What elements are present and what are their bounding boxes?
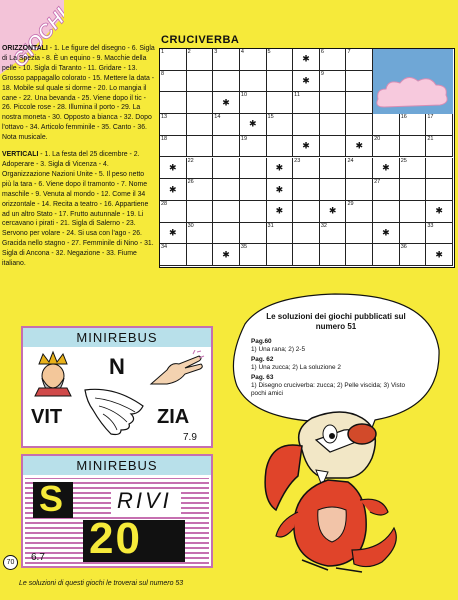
crossword-cell[interactable] — [400, 179, 427, 201]
crossword-cell[interactable] — [346, 179, 373, 201]
star-icon: ✱ — [328, 205, 337, 216]
star-icon: ✱ — [435, 249, 443, 260]
sky-illustration — [372, 49, 453, 115]
star-icon: ✱ — [169, 184, 177, 195]
solution-page: Pag.60 — [251, 338, 272, 345]
crossword-cell[interactable] — [400, 223, 427, 245]
crossword-cell[interactable] — [160, 114, 187, 136]
solution-answer: 1) Una rana; 2) 2-5 — [251, 346, 305, 353]
star-icon: ✱ — [302, 140, 310, 151]
cell-number: 30 — [187, 222, 194, 229]
cell-number: 10 — [240, 92, 248, 99]
rebus-letter-n: N — [109, 354, 125, 379]
king-icon — [31, 350, 75, 398]
cell-number: 27 — [374, 179, 381, 186]
cell-number: 16 — [400, 114, 407, 121]
crossword-cell[interactable] — [160, 201, 187, 223]
minirebus-2-title: MINIREBUS — [23, 456, 211, 475]
crossword-cell-star[interactable] — [293, 49, 320, 71]
crossword-cell[interactable] — [187, 114, 214, 136]
crossword-cell[interactable] — [426, 158, 453, 180]
solution-page: Pag. 62 — [251, 356, 274, 363]
crossword-cell-star[interactable] — [240, 114, 267, 136]
crossword-cell[interactable] — [426, 223, 453, 245]
cell-number: 22 — [187, 157, 194, 164]
cell-number: 15 — [267, 114, 274, 121]
crossword-cell-star[interactable] — [267, 201, 294, 223]
crossword-cell[interactable] — [346, 92, 373, 114]
crossword-cell[interactable] — [426, 136, 453, 158]
crossword-cell[interactable] — [320, 92, 347, 114]
crossword-clues — [2, 44, 155, 276]
rebus-big-number: 20 — [89, 514, 142, 563]
cell-number: 25 — [400, 157, 407, 164]
crossword-cell[interactable] — [293, 201, 320, 223]
rebus-1-code: 7.9 — [183, 432, 197, 443]
section-label: GIOCHI — [8, 4, 64, 72]
crossword-cell[interactable] — [373, 244, 400, 266]
crossword-cell[interactable] — [213, 49, 240, 71]
cell-number: 8 — [161, 70, 165, 77]
crossword-cell[interactable] — [293, 92, 320, 114]
crossword-cell[interactable] — [240, 92, 267, 114]
crossword-cell[interactable] — [267, 136, 294, 158]
crossword-cell[interactable] — [160, 71, 187, 93]
crossword-cell-star[interactable] — [346, 136, 373, 158]
crossword-cell[interactable] — [320, 179, 347, 201]
crossword-cell[interactable] — [240, 244, 267, 266]
crossword-cell[interactable] — [346, 201, 373, 223]
crossword-cell[interactable] — [400, 201, 427, 223]
minirebus-1-title: MINIREBUS — [23, 328, 211, 347]
across-heading: ORIZZONTALI — [2, 45, 48, 52]
crossword-cell[interactable] — [213, 114, 240, 136]
star-icon: ✱ — [222, 97, 230, 108]
crossword-cell-star[interactable] — [426, 244, 453, 266]
crossword-cell[interactable] — [187, 136, 214, 158]
crossword-cell[interactable] — [187, 49, 214, 71]
crossword-cell-star[interactable] — [373, 223, 400, 245]
crossword-cell-star[interactable] — [160, 158, 187, 180]
crossword-cell[interactable] — [320, 136, 347, 158]
crossword-cell[interactable] — [373, 179, 400, 201]
cell-number: 11 — [294, 92, 300, 99]
crossword-cell[interactable] — [267, 114, 294, 136]
minirebus-2 — [21, 454, 213, 568]
star-icon: ✱ — [382, 227, 390, 238]
crossword-cell[interactable] — [373, 201, 400, 223]
solution-answer: 1) Disegno cruciverba: zucca; 2) Pelle viscida; 3) Visto pochi amici — [251, 382, 406, 397]
crossword-cell-star[interactable] — [267, 158, 294, 180]
crossword-cell[interactable] — [267, 71, 294, 93]
crossword-cell[interactable] — [187, 179, 214, 201]
crossword-cell[interactable] — [267, 92, 294, 114]
crossword-cell[interactable] — [373, 114, 400, 136]
star-icon: ✱ — [275, 184, 284, 195]
down-text: - 1. La festa del 25 dicembre - 2. Adoperare - 3. Sigla di Vicenza - 4. Organizzazione Nazioni Unite - 5. Il peso netto più la tara - 6. Viene dopo il tramonto - 7. Nome maschile - 9. Venuta al mondo - 12. Come il 34 orizzontale - 14. Recita a teatro - 16. Appartiene ad un altro Stato - 17. Frutto autunnale - 19. Li cercavano i pirati - 21. Sigla di Salerno - 23. Servono per volare - 24. Si usa con l'ago - 26. Gracida nello stagno - 27. Femminile di Nino - 31. Sigla di Ancona - 32. Negazione - 33. Fiume italiano. — [2, 151, 154, 268]
cell-number: 18 — [161, 135, 168, 142]
crossword-cell[interactable] — [346, 223, 373, 245]
crossword-cell[interactable] — [267, 223, 294, 245]
solution-page: Pag. 63 — [251, 374, 274, 381]
cell-number: 34 — [161, 244, 168, 251]
crossword-cell-star[interactable] — [213, 244, 240, 266]
star-icon: ✱ — [302, 53, 310, 64]
crossword-cell[interactable] — [346, 49, 373, 71]
cell-number: 35 — [240, 244, 248, 251]
crossword-cell[interactable] — [267, 244, 294, 266]
crossword-cell[interactable] — [293, 114, 320, 136]
crossword-cell[interactable] — [346, 158, 373, 180]
cell-number: 5 — [267, 49, 271, 55]
down-heading: VERTICALI — [2, 151, 39, 159]
crossword-cell[interactable] — [346, 114, 373, 136]
crossword-cell[interactable] — [346, 71, 373, 93]
crossword-cell[interactable] — [160, 92, 187, 114]
crossword-cell[interactable] — [160, 49, 187, 71]
crossword-cell[interactable] — [213, 158, 240, 180]
cell-number: 24 — [347, 157, 354, 164]
star-icon: ✱ — [355, 140, 364, 151]
crossword-cell[interactable] — [240, 136, 267, 158]
crossword-cell[interactable] — [426, 179, 453, 201]
cartoon-dog-illustration — [232, 400, 412, 576]
crossword-cell[interactable] — [240, 179, 267, 201]
down-clues — [2, 150, 155, 269]
cell-number: 21 — [427, 135, 434, 142]
cell-number: 32 — [320, 222, 327, 229]
star-icon: ✱ — [435, 205, 443, 216]
crossword-cell[interactable] — [240, 201, 267, 223]
crossword-cell[interactable] — [267, 49, 294, 71]
crossword-cell[interactable] — [400, 114, 427, 136]
cell-number: 2 — [187, 49, 191, 55]
crossword-cell[interactable] — [426, 114, 453, 136]
crossword-grid — [159, 48, 455, 268]
crossword-cell-star[interactable] — [267, 179, 294, 201]
cell-number: 19 — [240, 135, 248, 142]
cell-number: 1 — [161, 49, 165, 55]
across-clues — [2, 44, 155, 143]
solutions-text — [251, 312, 421, 398]
star-icon: ✱ — [302, 75, 310, 86]
crossword-cell[interactable] — [293, 244, 320, 266]
crossword-cell[interactable] — [400, 244, 427, 266]
minirebus-1 — [21, 326, 213, 448]
crossword-cell[interactable] — [346, 244, 373, 266]
wing-icon — [81, 384, 147, 440]
cell-number: 17 — [427, 114, 434, 121]
cell-number: 20 — [374, 135, 381, 142]
crossword-cell[interactable] — [187, 71, 214, 93]
crossword-cell[interactable] — [187, 223, 214, 245]
crossword-cell[interactable] — [240, 158, 267, 180]
crossword-cell[interactable] — [320, 158, 347, 180]
star-icon: ✱ — [275, 162, 284, 173]
cell-number: 6 — [320, 49, 324, 55]
crossword-cell[interactable] — [293, 223, 320, 245]
rebus-word-rivi: RIVI — [117, 488, 172, 513]
crossword-cell[interactable] — [213, 136, 240, 158]
cell-number: 9 — [320, 70, 324, 77]
crossword-cell[interactable] — [320, 49, 347, 71]
cell-number: 7 — [347, 49, 351, 55]
footer-note: Le soluzioni di questi giochi le troverai sul numero 53 — [19, 580, 184, 587]
solutions-title: Le soluzioni dei giochi pubblicati sul numero 51 — [266, 312, 406, 331]
rebus-word-zia: ZIA — [157, 406, 190, 428]
rebus-word-vit: VIT — [31, 406, 63, 428]
crossword-cell-star[interactable] — [373, 158, 400, 180]
crossword-title: CRUCIVERBA — [161, 34, 240, 46]
crossword-cell[interactable] — [240, 71, 267, 93]
rebus-2-code: 6.7 — [31, 552, 45, 563]
cell-number: 31 — [267, 222, 274, 229]
crossword-cell[interactable] — [213, 71, 240, 93]
star-icon: ✱ — [169, 162, 177, 173]
cell-number: 29 — [347, 200, 354, 207]
cell-number: 23 — [294, 157, 301, 164]
crossword-cell[interactable] — [160, 244, 187, 266]
crossword-cell[interactable] — [320, 223, 347, 245]
crossword-cell[interactable] — [213, 179, 240, 201]
cell-number: 28 — [161, 200, 168, 207]
page-number: 70 — [3, 555, 18, 570]
crossword-cell[interactable] — [240, 49, 267, 71]
crossword-cell[interactable] — [187, 92, 214, 114]
cell-number: 33 — [427, 222, 434, 229]
cell-number: 36 — [400, 244, 407, 251]
crossword-cell[interactable] — [160, 136, 187, 158]
cell-number: 14 — [214, 114, 221, 121]
crossword-cell[interactable] — [400, 136, 427, 158]
crossword-cell-star[interactable] — [160, 179, 187, 201]
crossword-cell[interactable] — [293, 158, 320, 180]
crossword-cell-star[interactable] — [293, 71, 320, 93]
cell-number: 13 — [161, 114, 168, 121]
crossword-cell-star[interactable] — [213, 92, 240, 114]
crossword-cell[interactable] — [213, 201, 240, 223]
star-icon: ✱ — [275, 205, 284, 216]
crossword-cell[interactable] — [187, 244, 214, 266]
crossword-cell[interactable] — [320, 114, 347, 136]
crossword-cell[interactable] — [240, 223, 267, 245]
cell-number: 3 — [214, 49, 218, 55]
crossword-cell[interactable] — [187, 158, 214, 180]
cell-number: 4 — [240, 49, 244, 55]
crossword-cell[interactable] — [373, 136, 400, 158]
crossword-cell[interactable] — [293, 179, 320, 201]
star-icon: ✱ — [248, 118, 257, 129]
cloud-icon — [372, 49, 453, 115]
hand-icon — [149, 350, 205, 388]
crossword-cell[interactable] — [213, 223, 240, 245]
crossword-cell-star[interactable] — [320, 201, 347, 223]
across-text: - 1. Le figure del disegno - 6. Sigla di La Spezia - 8. È un equino - 9. Macchie della pelle - 10. Sigla di Taranto - 11. Gridare - 13. Grosso pappagallo colorato - 15. Mettere la data - 18. Mobile sul quale si dorme - 20. Lo mangia il cane - 22. Una bevanda - 25. Viene dopo il tic - 26. Piccole rose - 28. Illumina il porto - 29. La nostra moneta - 30. Opposto a bianca - 32. Dopo l'ottavo - 34. Articolo femminile - 35. Canto - 36. Nota musicale. — [2, 45, 155, 142]
crossword-cell-star[interactable] — [293, 136, 320, 158]
solution-answer: 1) Una zucca; 2) La soluzione 2 — [251, 364, 341, 371]
crossword-cell[interactable] — [320, 71, 347, 93]
rebus-big-s: S — [39, 478, 64, 519]
star-icon: ✱ — [382, 162, 390, 173]
crossword-cell[interactable] — [320, 244, 347, 266]
star-icon: ✱ — [169, 227, 177, 238]
cell-number: 26 — [187, 179, 194, 186]
crossword-cell[interactable] — [400, 158, 427, 180]
crossword-cell-star[interactable] — [160, 223, 187, 245]
star-icon: ✱ — [222, 249, 230, 260]
crossword-cell[interactable] — [187, 201, 214, 223]
crossword-cell-star[interactable] — [426, 201, 453, 223]
